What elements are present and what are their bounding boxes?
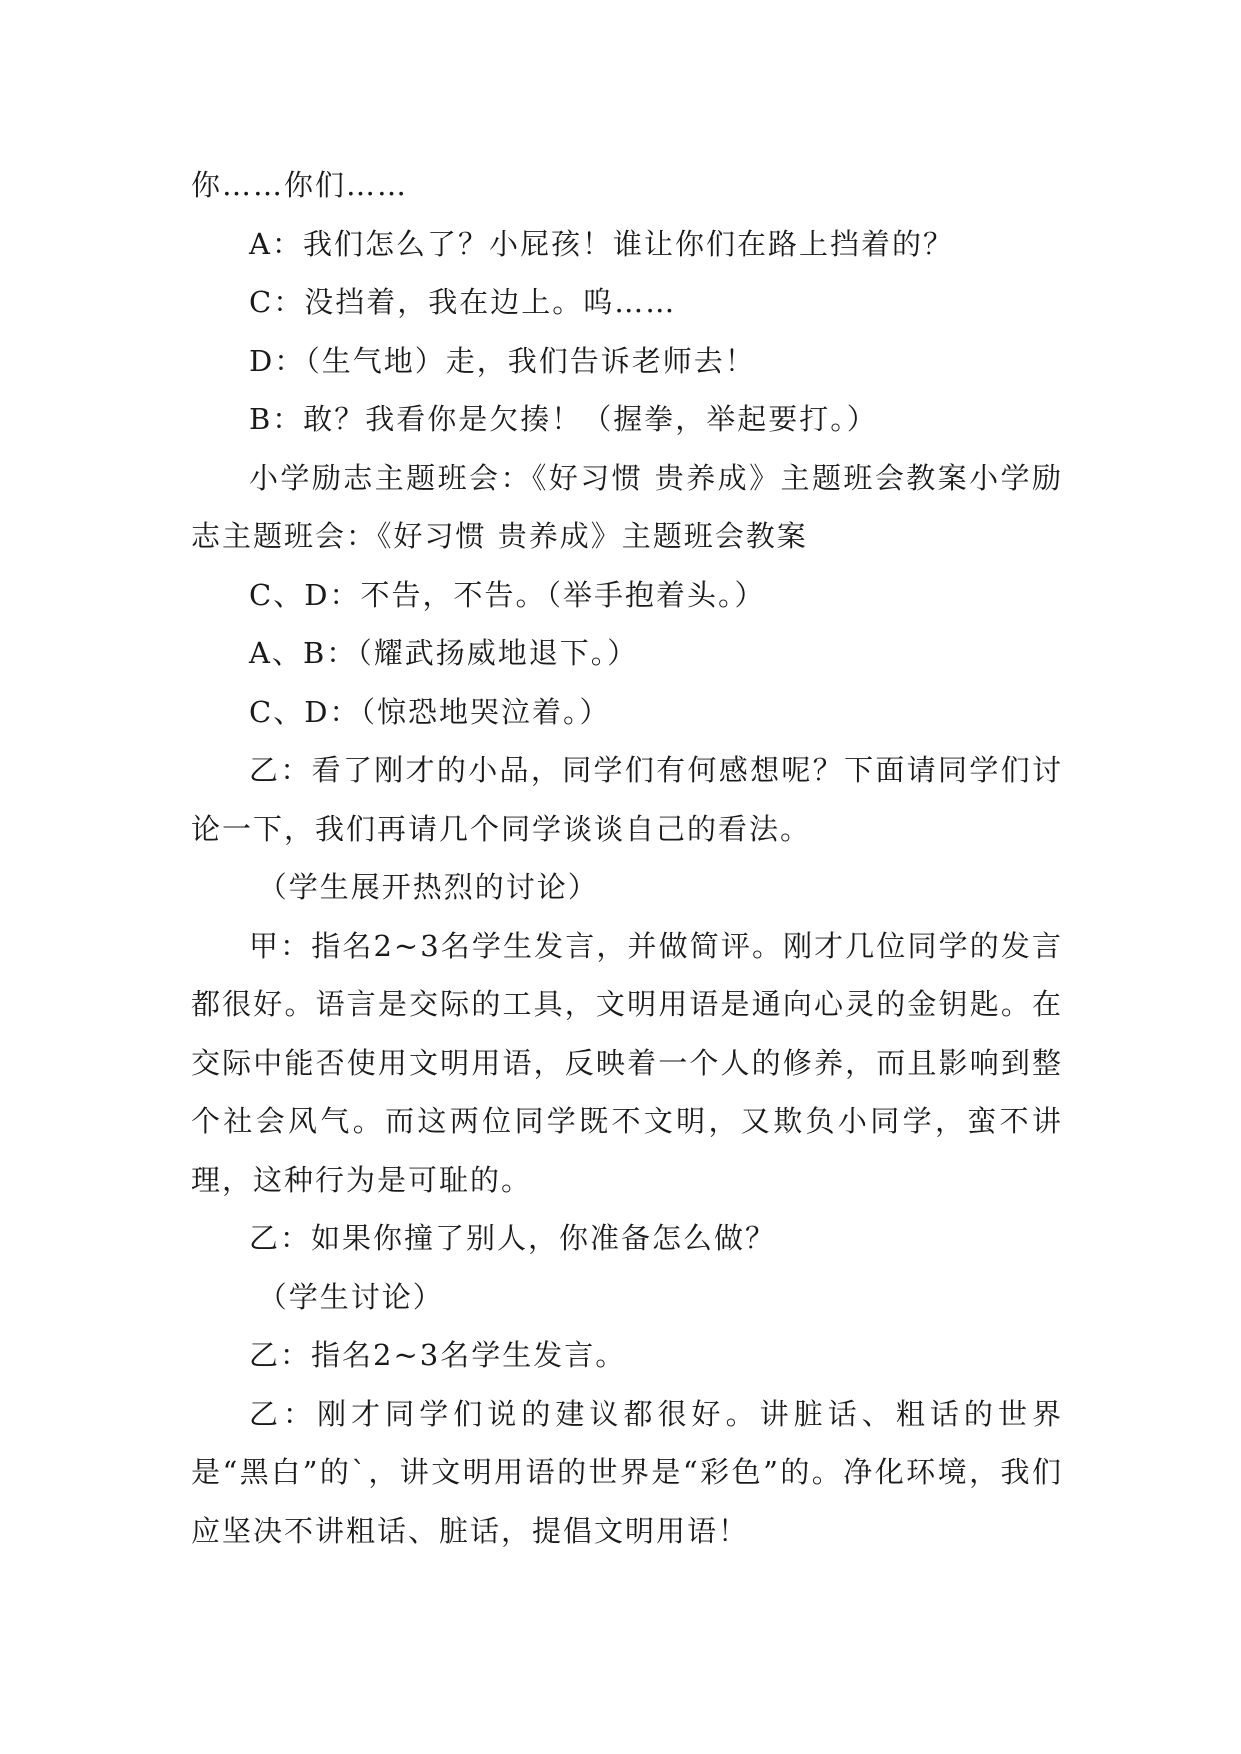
paragraph: 乙：指名2~3名学生发言。 [249, 1338, 627, 1372]
paragraph: 小学励志主题班会：《好习惯 贵养成》主题班会教案小学励志主题班会：《好习惯 贵养成》主题班会教案 [191, 460, 1063, 553]
paragraph: 乙：看了刚才的小品，同学们有何感想呢？下面请同学们讨论一下，我们再请几个同学谈谈自己的看法。 [191, 753, 1063, 846]
document-body [191, 156, 1063, 1560]
paragraph: A、B：（耀武扬威地退下。） [249, 636, 639, 670]
paragraph: D：（生气地）走，我们告诉老师去！ [249, 343, 756, 378]
paragraph: C、D：（惊恐地哭泣着。） [249, 694, 611, 729]
paragraph: 甲：指名2~3名学生发言，并做简评。刚才几位同学的发言都很好。语言是交际的工具，文明用语是通向心灵的金钥匙。在交际中能否使用文明用语，反映着一个人的修养，而且影响到整个社会风气。而这两位同学既不文明，又欺负小同学，蛮不讲理，这种行为是可耻的。 [191, 928, 1063, 1197]
paragraph: C、D：不告，不告。（举手抱着头。） [249, 577, 766, 612]
paragraph: （学生展开热烈的讨论） [257, 870, 599, 904]
paragraph: C：没挡着，我在边上。呜…… [249, 285, 677, 319]
paragraph: B：敢？我看你是欠揍！（握拳，举起要打。） [249, 402, 878, 436]
paragraph: 乙：如果你撞了别人，你准备怎么做？ [249, 1221, 777, 1255]
paragraph: 你……你们…… [191, 168, 409, 202]
paragraph: 乙：刚才同学们说的建议都很好。讲脏话、粗话的世界是“黑白”的`，讲文明用语的世界是“彩色”的。净化环境，我们应坚决不讲粗话、脏话，提倡文明用语！ [191, 1396, 1063, 1548]
paragraph: （学生讨论） [257, 1279, 444, 1314]
paragraph: A：我们怎么了？小屁孩！谁让你们在路上挡着的？ [249, 226, 954, 261]
